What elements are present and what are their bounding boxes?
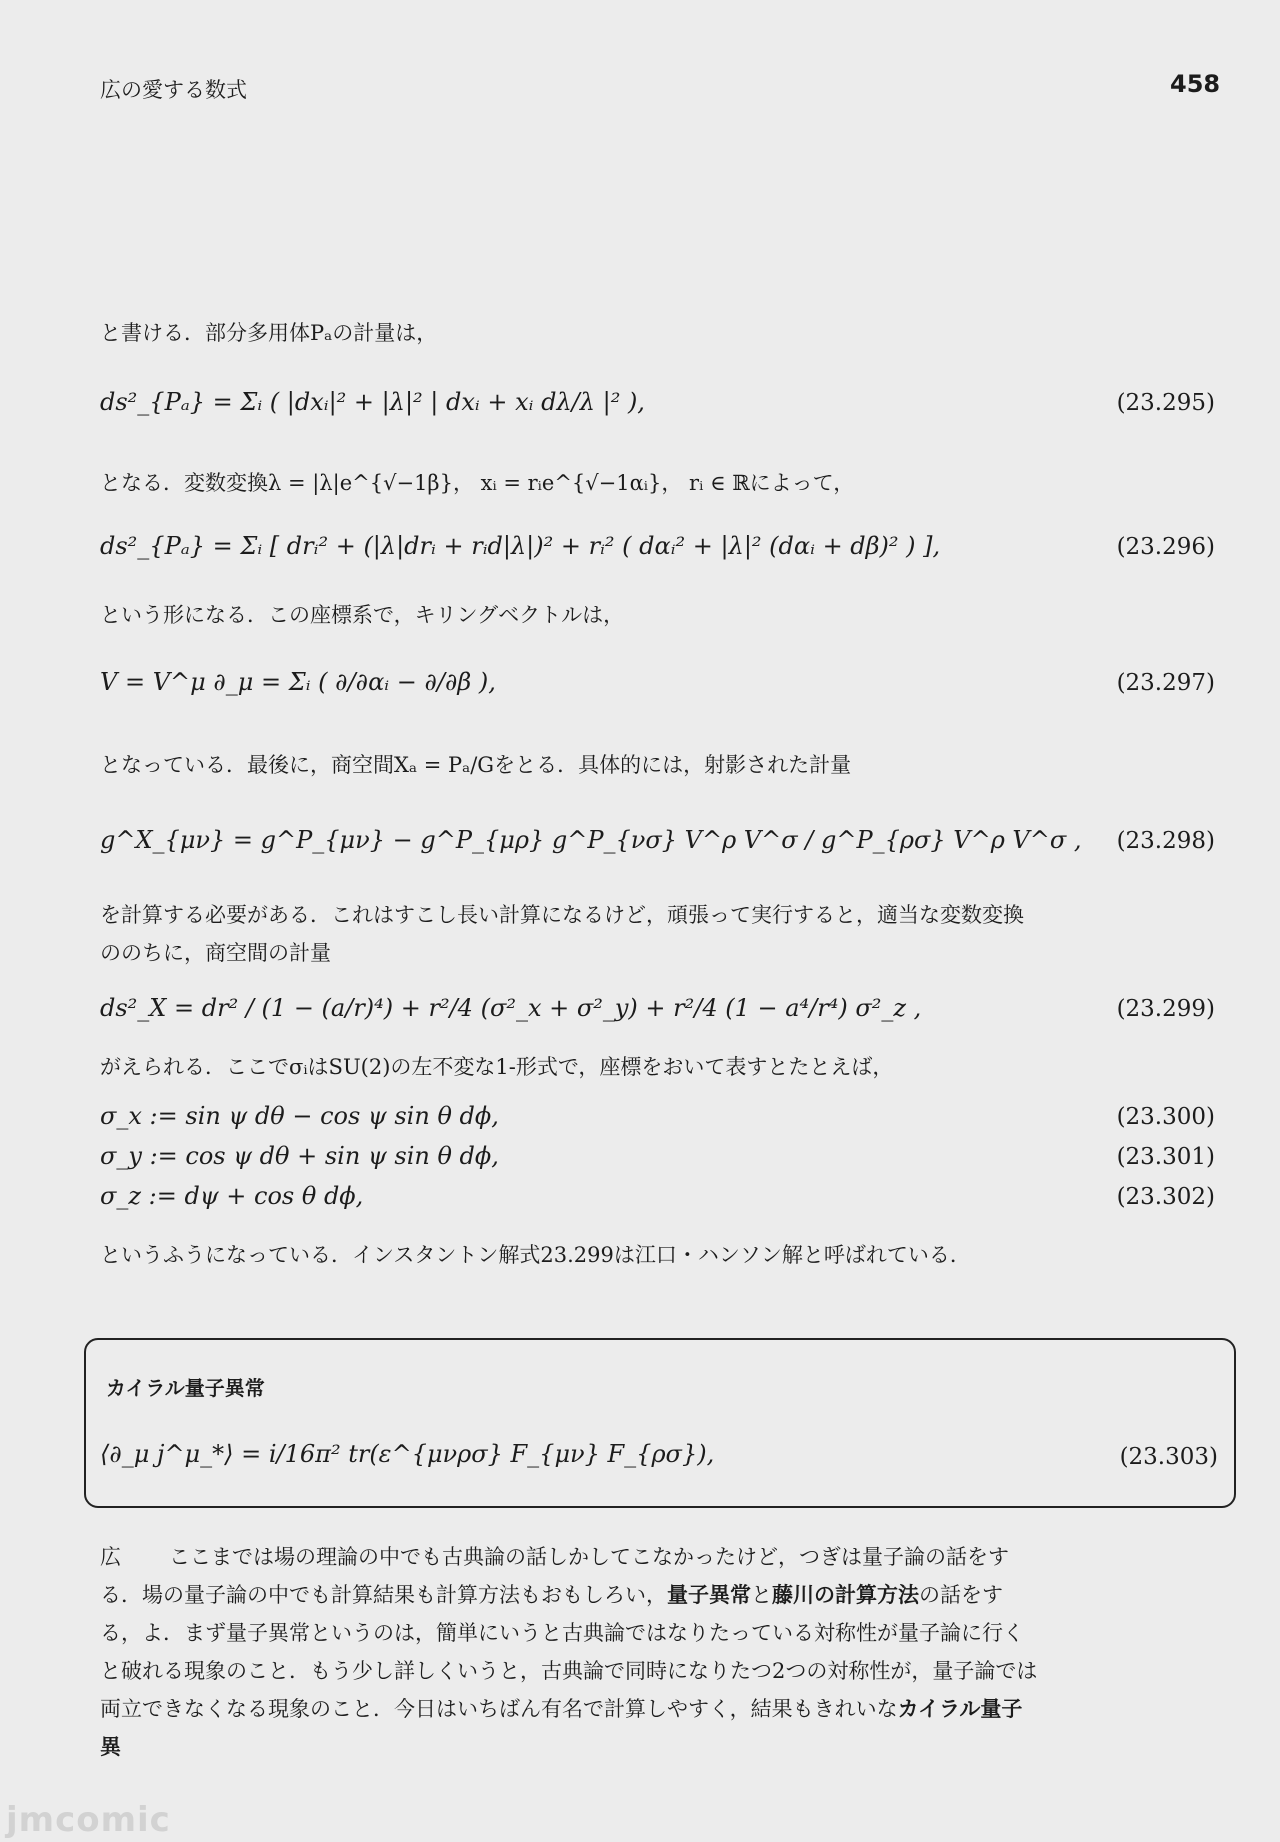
equation-number: (23.295) — [1116, 390, 1215, 416]
equation-23-301: σ_y := cos ψ dθ + sin ψ sin θ dϕ, — [100, 1142, 499, 1170]
page-number: 458 — [1170, 70, 1221, 98]
equation-23-299: ds²_X = dr² / (1 − (a/r)⁴) + r²/4 (σ²_x + σ²_y) + r²/4 (1 − a⁴/r⁴) σ²_z , — [100, 994, 922, 1022]
equation-23-298: g^X_{μν} = g^P_{μν} − g^P_{μρ} g^P_{νσ} V^ρ V^σ / g^P_{ρσ} V^ρ V^σ , — [100, 826, 1082, 854]
equation-23-296: ds²_{Pₐ} = Σᵢ [ drᵢ² + (|λ|drᵢ + rᵢd|λ|)² + rᵢ² ( dαᵢ² + |λ|² (dαᵢ + dβ)² ) ], — [100, 532, 941, 560]
bold-term: 藤川の計算方法 — [772, 1583, 919, 1607]
equation-number: (23.302) — [1116, 1184, 1215, 1210]
text-line: というふうになっている．インスタントン解式23.299は江口・ハンソン解と呼ばれている． — [100, 1243, 971, 1267]
equation-23-295: ds²_{Pₐ} = Σᵢ ( |dxᵢ|² + |λ|² | dxᵢ + xᵢ dλ/λ |² ), — [100, 388, 645, 416]
equation-23-300: σ_x := sin ψ dθ − cos ψ sin θ dϕ, — [100, 1102, 499, 1130]
equation-number: (23.303) — [1119, 1444, 1218, 1470]
equation-23-302: σ_z := dψ + cos θ dϕ, — [100, 1182, 364, 1210]
bold-term: 量子異常 — [667, 1583, 751, 1607]
running-title: 広の愛する数式 — [100, 78, 247, 102]
equation-number: (23.297) — [1116, 670, 1215, 696]
formula-box-title: カイラル量子異常 — [106, 1376, 265, 1400]
equation-number: (23.300) — [1116, 1104, 1215, 1130]
bold-term: カイラル量子異 — [100, 1697, 1023, 1759]
formula-box — [84, 1338, 1236, 1508]
dialogue-paragraph — [100, 1538, 1040, 1766]
text-line: ののちに，商空間の計量 — [100, 941, 331, 965]
equation-number: (23.296) — [1116, 534, 1215, 560]
text-line: となっている．最後に，商空間Xₐ = Pₐ/Gをとる．具体的には，射影された計量 — [100, 753, 852, 777]
paragraph-text: ここまでは場の理論の中でも古典論の話しかしてこなかったけど，つぎは量子論の話をする．場の量子論の中でも計算結果も計算方法もおもしろい， — [100, 1545, 1009, 1607]
text-line: がえられる．ここでσᵢはSU(2)の左不変な1-形式で，座標をおいて表すとたとえば， — [100, 1055, 894, 1079]
speaker-label: 広 — [100, 1545, 121, 1569]
paragraph-text: と — [751, 1583, 772, 1607]
equation-number: (23.301) — [1116, 1144, 1215, 1170]
text-line: となる．変数変換λ = |λ|e^{√−1β}， xᵢ = rᵢe^{√−1αᵢ}， rᵢ ∈ ℝによって， — [100, 471, 855, 495]
equation-23-303: ⟨∂_μ j^μ_*⟩ = i/16π² tr(ε^{μνρσ} F_{μν} F_{ρσ}), — [100, 1440, 715, 1468]
text-line: と書ける．部分多用体Pₐの計量は， — [100, 321, 438, 345]
text-line: を計算する必要がある．これはすこし長い計算になるけど，頑張って実行すると，適当な変数変換 — [100, 903, 1024, 927]
watermark: jmcomic — [6, 1800, 171, 1840]
text-line: という形になる．この座標系で，キリングベクトルは， — [100, 603, 625, 627]
equation-number: (23.299) — [1116, 996, 1215, 1022]
equation-23-297: V = V^μ ∂_μ = Σᵢ ( ∂/∂αᵢ − ∂/∂β ), — [100, 668, 496, 696]
equation-number: (23.298) — [1116, 828, 1215, 854]
paragraph-text: の話をする，よ．まず量子異常というのは，簡単にいうと古典論ではなりたっている対称性が量子論に行くと破れる現象のこと．もう少し詳しくいうと，古典論で同時になりたつ2つの対称性が，量子論では両立できなくなる現象のこと．今日はいちばん有名で計算しやすく，結果もきれいな — [100, 1583, 1038, 1721]
